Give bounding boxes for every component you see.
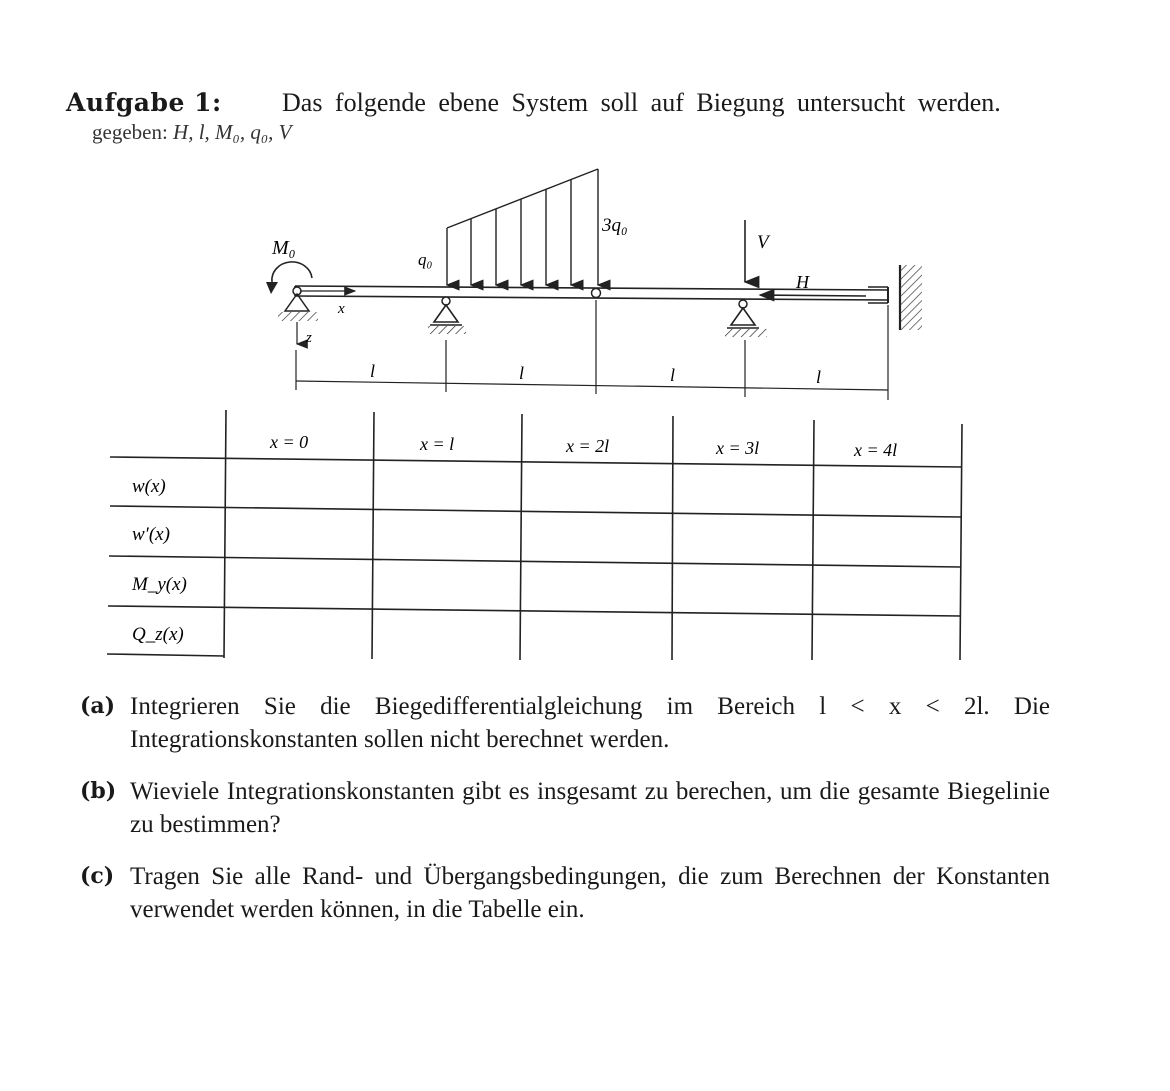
label-3q0: 3q₀ (602, 215, 628, 236)
task-tag: (b) (80, 778, 117, 804)
task-item-a (80, 690, 1050, 756)
dimension-lines (296, 300, 888, 400)
table-col-header: x = 4l (854, 440, 898, 460)
label-span-4: l (816, 367, 822, 387)
moment-arrow (266, 262, 312, 294)
roller-support-x-3l (725, 300, 767, 337)
table-row-header: Q_z(x) (132, 624, 184, 645)
table-col-header: x = 2l (566, 436, 610, 456)
fixed-support-right (868, 265, 922, 330)
task-intro: Das folgende ebene System soll auf Biegung untersucht werden. (282, 88, 1001, 117)
label-v: V (757, 232, 769, 253)
table-row-header: w′(x) (132, 524, 170, 545)
table-row-header: M_y(x) (132, 574, 187, 595)
task-text: Wieviele Integrationskonstanten gibt es insgesamt zu berechen, um die gesamte Biegelinie zu bestimmen? (130, 778, 1050, 838)
label-axis-x: x (338, 301, 345, 317)
table-col-header: x = 3l (716, 438, 760, 458)
label-h: H (796, 272, 809, 292)
task-text: Tragen Sie alle Rand- und Übergangsbedingungen, die zum Berechnen der Konstanten verwendet werden können, in die Tabelle ein. (130, 863, 1050, 923)
task-item-c (80, 860, 1050, 926)
label-span-1: l (370, 361, 376, 381)
label-axis-z: z (306, 330, 312, 346)
given-label: gegeben: (92, 120, 168, 144)
table-col-header: x = 0 (270, 432, 309, 452)
label-q0: q₀ (418, 250, 433, 269)
pin-support-left (278, 287, 318, 321)
distributed-load (447, 169, 598, 285)
task-list (80, 690, 1050, 945)
given-values: H, l, M₀, q₀, V (173, 120, 292, 144)
table-row-header: w(x) (132, 476, 166, 497)
task-tag: (a) (80, 693, 116, 719)
task-tag: (c) (80, 863, 115, 889)
label-span-3: l (670, 365, 676, 385)
conditions-table (107, 410, 962, 660)
force-h-arrow (760, 295, 866, 296)
hinge (592, 289, 601, 298)
label-moment: M₀ (272, 237, 296, 259)
table-col-header: x = l (420, 434, 455, 454)
label-span-2: l (519, 363, 525, 383)
roller-support-x-l (428, 297, 466, 334)
task-item-b (80, 775, 1050, 841)
task-label: Aufgabe 1: (66, 88, 222, 117)
task-text: Integrieren Sie die Biegedifferentialgleichung im Bereich l < x < 2l. Die Integrationskonstanten sollen nicht berechnet werden. (130, 693, 1050, 753)
